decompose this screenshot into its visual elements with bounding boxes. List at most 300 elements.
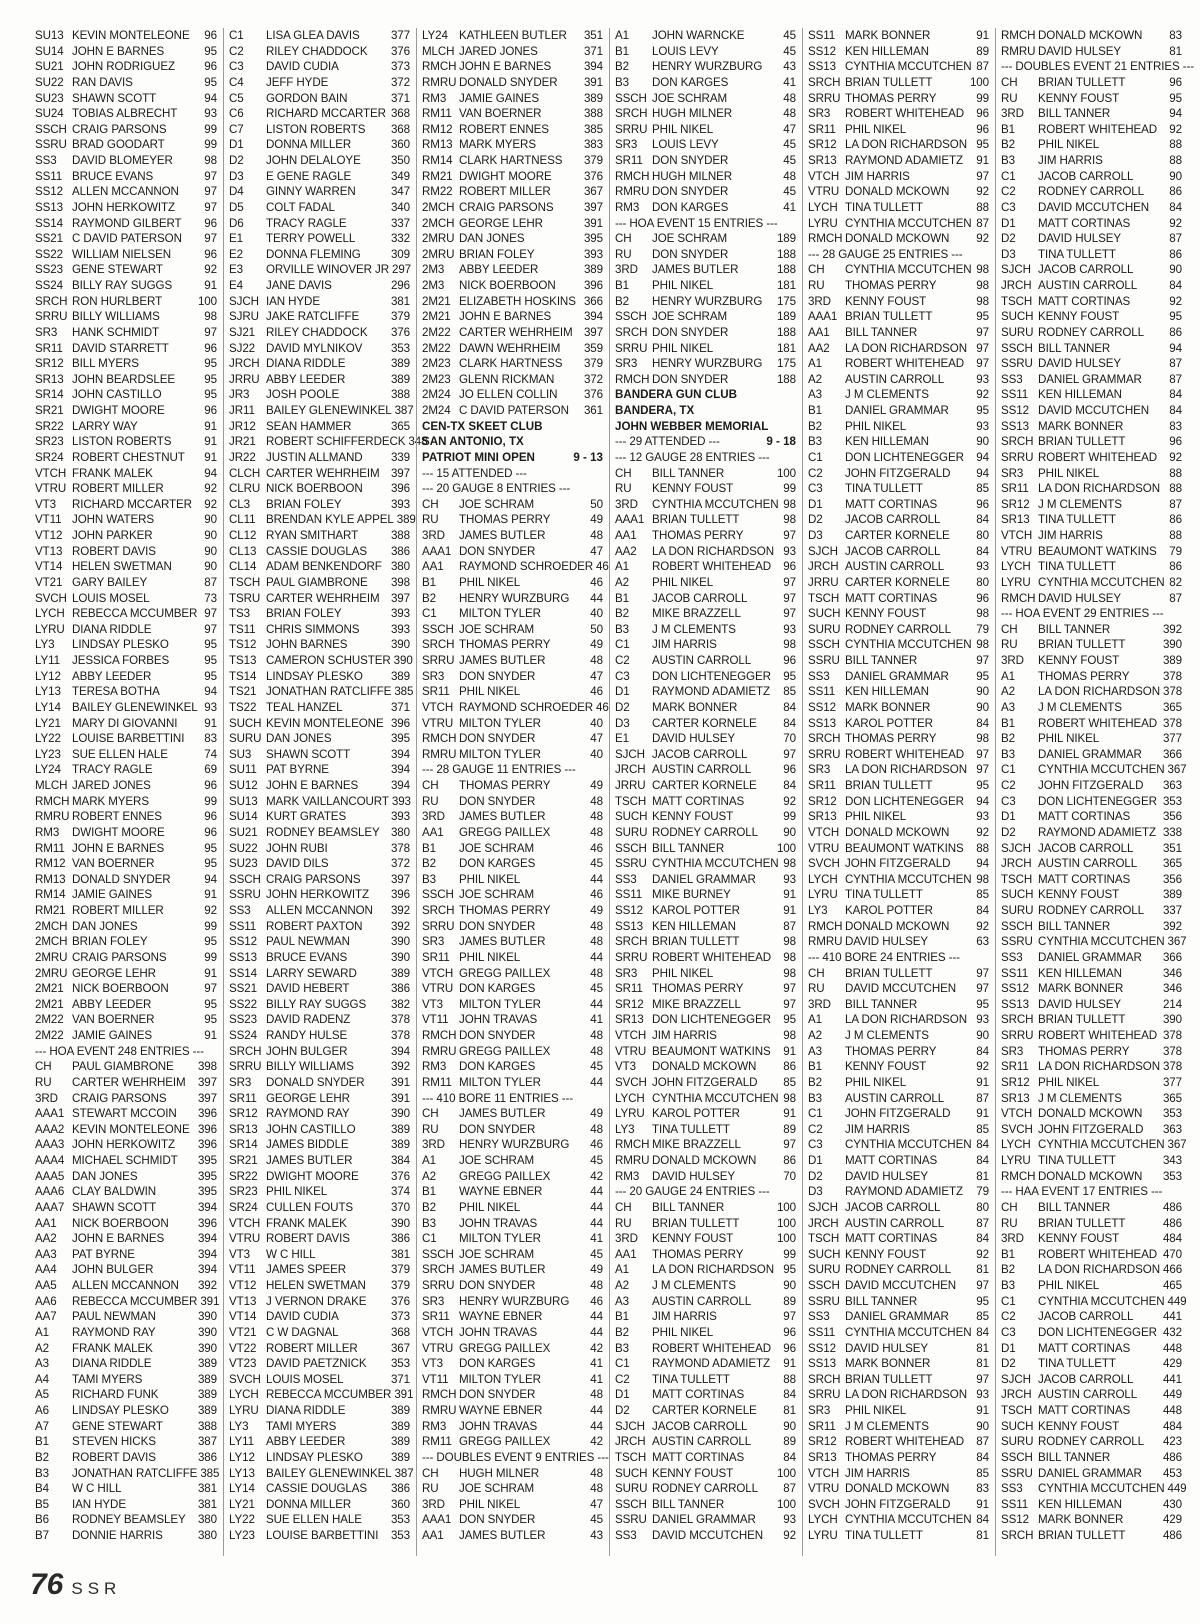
score: 394: [197, 1247, 217, 1261]
class-code: AA3: [35, 1247, 57, 1261]
result-row: [1001, 247, 1182, 263]
result-row: [615, 1059, 796, 1075]
shooter-name: RYAN SMITHART: [266, 529, 359, 542]
class-code: SJCH: [229, 294, 259, 308]
result-row: [422, 1231, 603, 1247]
result-row: [229, 450, 410, 466]
shooter-name: WILLIAM NIELSEN: [72, 247, 172, 261]
score: 441: [1162, 1310, 1182, 1324]
score: 88: [1169, 138, 1182, 152]
shooter-name: KENNY FOUST: [845, 294, 927, 308]
shooter-name: ROBERT ENNES: [459, 122, 549, 136]
shooter-name: JUSTIN ALLMAND: [266, 450, 363, 464]
class-code: VTCH: [808, 825, 840, 839]
shooter-name: J M CLEMENTS: [845, 388, 929, 402]
class-code: RU: [615, 482, 632, 496]
score: 87: [204, 575, 217, 589]
score: 97: [783, 747, 796, 761]
score: 41: [590, 1013, 603, 1027]
class-code: RMCH: [422, 60, 457, 74]
result-row: [1001, 669, 1182, 685]
shooter-name: JOHN E BARNES: [459, 60, 552, 74]
shooter-name: CYNTHIA MCCUTCHEN: [845, 872, 972, 886]
result-row: [229, 325, 410, 341]
result-row: [808, 1403, 989, 1419]
class-code: CH: [35, 1060, 52, 1074]
result-row: [229, 419, 410, 435]
score: 86: [783, 1154, 796, 1167]
class-code: TSCH: [615, 1450, 647, 1464]
shooter-name: RAYMOND ADAMIETZ: [1038, 825, 1156, 839]
score: 48: [783, 107, 796, 121]
class-code: CL14: [229, 560, 257, 574]
result-row: [35, 325, 217, 341]
class-code: RMRU: [422, 75, 457, 89]
shooter-name: J M CLEMENTS: [1038, 700, 1122, 714]
result-row: [1001, 1497, 1182, 1513]
class-code: B1: [615, 591, 629, 605]
shooter-name: DONNA MILLER: [266, 138, 352, 152]
shooter-name: RODNEY BEAMSLEY: [266, 825, 380, 839]
shooter-name: THOMAS PERRY: [845, 1450, 937, 1464]
class-code: TSCH: [229, 575, 261, 589]
shooter-name: JAMIE GAINES: [459, 91, 539, 105]
score: 97: [783, 529, 796, 542]
score: 449: [1167, 1482, 1187, 1496]
shooter-name: KENNY FOUST: [652, 1466, 734, 1480]
shooter-name: DONALD MCKOWN: [1038, 29, 1143, 42]
result-row: [1001, 1153, 1182, 1169]
shooter-name: AUSTIN CARROLL: [845, 1091, 945, 1105]
result-row: [35, 231, 217, 247]
shooter-name: TAMI MYERS: [72, 1372, 143, 1386]
result-row: [808, 1450, 989, 1466]
result-row: [615, 512, 796, 528]
score: 393: [390, 622, 410, 636]
shooter-name: JAMES SPEER: [266, 1263, 347, 1277]
score: 398: [390, 575, 410, 589]
result-row: [229, 731, 410, 747]
result-row: [229, 434, 428, 450]
shooter-name: RAYMOND SCHROEDER: [459, 560, 593, 574]
score: 46: [590, 575, 603, 589]
class-code: B1: [1001, 1247, 1015, 1261]
result-row: [615, 59, 796, 75]
result-row: [35, 434, 217, 450]
shooter-name: LA DON RICHARDSON: [652, 544, 774, 558]
score: 91: [783, 1107, 796, 1121]
score: 85: [783, 1075, 796, 1089]
score: 99: [783, 1247, 796, 1261]
class-code: SR22: [229, 1169, 258, 1183]
score: 84: [1169, 200, 1182, 214]
result-row: [422, 1528, 603, 1544]
result-row: [422, 887, 603, 903]
shooter-name: MARK MYERS: [459, 138, 536, 152]
class-code: SR11: [1001, 1060, 1029, 1074]
result-row: [422, 153, 603, 169]
result-row: [615, 1216, 796, 1232]
score: 87: [1169, 357, 1182, 371]
shooter-name: THOMAS PERRY: [845, 91, 937, 105]
shooter-name: DON KARGES: [652, 200, 729, 214]
class-code: C1: [615, 638, 630, 652]
class-code: LY11: [35, 654, 60, 667]
score: 392: [1162, 919, 1182, 933]
score: 84: [783, 1450, 796, 1464]
score: 44: [590, 997, 603, 1011]
shooter-name: BEAUMONT WATKINS: [652, 1044, 771, 1058]
class-code: RMRU: [422, 1044, 457, 1058]
shooter-name: GREGG PAILLEX: [459, 1044, 551, 1058]
score: 91: [976, 1404, 989, 1417]
score: 394: [390, 779, 410, 792]
score: 367: [1167, 1138, 1187, 1152]
shooter-name: CYNTHIA MCCUTCHEN: [845, 1138, 972, 1152]
class-code: CH: [422, 779, 439, 792]
shooter-name: PAUL GIAMBRONE: [72, 1060, 174, 1074]
class-code: C2: [808, 466, 823, 480]
heading-text: CEN-TX SKEET CLUB: [422, 419, 543, 433]
shooter-name: AUSTIN CARROLL: [652, 1435, 752, 1449]
event-heading: [422, 466, 603, 482]
result-row: [1001, 559, 1182, 575]
class-code: RMCH: [1001, 29, 1036, 42]
result-row: [1001, 1044, 1182, 1060]
result-row: [1001, 872, 1182, 888]
shooter-name: PHIL NIKEL: [652, 575, 714, 589]
score: 84: [783, 1388, 796, 1402]
score: 81: [976, 1263, 989, 1277]
result-row: [229, 1512, 410, 1528]
class-code: SRCH: [808, 732, 841, 746]
shooter-name: KEN HILLEMAN: [1038, 966, 1122, 980]
result-row: [1001, 1466, 1182, 1482]
shooter-name: JACOB CARROLL: [1038, 841, 1134, 855]
class-code: D2: [1001, 1357, 1016, 1371]
class-code: SVCH: [229, 1372, 261, 1386]
class-code: C1: [1001, 1294, 1016, 1308]
result-row: [1001, 809, 1182, 825]
score: 98: [783, 1091, 796, 1105]
class-code: C3: [1001, 794, 1016, 808]
result-row: [229, 1122, 410, 1138]
shooter-name: AUSTIN CARROLL: [652, 1294, 752, 1308]
result-row: [1001, 372, 1182, 388]
shooter-name: DON SNYDER: [459, 1513, 536, 1527]
shooter-name: DON KARGES: [459, 982, 536, 996]
class-code: SRCH: [615, 325, 648, 339]
class-code: SR3: [1001, 466, 1024, 480]
event-heading-text: --- HOA EVENT 29 ENTRIES ---: [1001, 607, 1164, 621]
event-heading: [615, 1184, 796, 1200]
shooter-name: ROBERT MILLER: [459, 185, 551, 199]
shooter-name: MATT CORTINAS: [845, 1232, 938, 1246]
score: 92: [204, 482, 217, 496]
shooter-name: LARRY SEWARD: [266, 966, 357, 980]
shooter-name: PHIL NIKEL: [845, 810, 907, 824]
class-code: SR3: [808, 107, 831, 121]
shooter-name: MILTON TYLER: [459, 716, 541, 730]
shooter-name: ROBERT MILLER: [72, 482, 164, 496]
class-code: B3: [1001, 1279, 1015, 1292]
score: 90: [204, 560, 217, 574]
class-code: CLCH: [229, 466, 261, 480]
shooter-name: DAVID HEBERT: [266, 982, 350, 996]
score: 380: [390, 560, 410, 574]
shooter-name: CRAIG PARSONS: [72, 122, 167, 136]
class-code: LY22: [229, 1513, 255, 1527]
shooter-name: LA DON RICHARDSON: [1038, 1263, 1160, 1277]
shooter-name: MATT CORTINAS: [1038, 294, 1131, 308]
class-code: SSCH: [808, 638, 840, 652]
class-code: SURU: [1001, 1435, 1034, 1449]
shooter-name: JOHN FITZGERALD: [845, 857, 951, 871]
result-row: [1001, 1341, 1182, 1357]
class-code: SSRU: [615, 1513, 647, 1527]
shooter-name: MIKE BRAZZELL: [652, 1138, 741, 1152]
result-row: [1001, 91, 1182, 107]
score: 97: [976, 325, 989, 339]
result-row: [422, 341, 603, 357]
score: 81: [976, 1529, 989, 1542]
shooter-name: BILLY RAY SUGGS: [72, 279, 173, 292]
class-code: SURU: [1001, 325, 1034, 339]
score: 97: [783, 607, 796, 621]
score: 379: [583, 154, 603, 167]
score: 390: [197, 1310, 217, 1324]
class-code: B3: [1001, 154, 1015, 167]
shooter-name: GREGG PAILLEX: [459, 966, 551, 980]
class-code: 2M24: [422, 404, 451, 417]
result-row: [35, 1419, 217, 1435]
result-row: [229, 1091, 410, 1107]
result-row: [808, 1419, 989, 1435]
result-row: [35, 1028, 217, 1044]
result-row: [1001, 1403, 1182, 1419]
shooter-name: BAILEY GLENEWINKEL: [72, 700, 198, 714]
class-code: RM3: [422, 1060, 447, 1074]
result-row: [422, 809, 603, 825]
class-code: SS14: [229, 966, 257, 980]
class-code: A2: [808, 1029, 822, 1042]
class-code: SR12: [808, 794, 837, 808]
class-code: B1: [422, 841, 436, 855]
shooter-name: JOE SCHRAM: [459, 1247, 535, 1261]
score: 84: [976, 513, 989, 527]
shooter-name: DON LICHTENEGGER: [1038, 794, 1157, 808]
result-row: [808, 966, 989, 982]
score: 378: [390, 1013, 410, 1027]
shooter-name: CYNTHIA MCCUTCHEN: [1038, 763, 1165, 777]
shooter-name: NICK BOERBOON: [72, 1216, 169, 1230]
shooter-name: CARTER WEHRHEIM: [72, 1075, 186, 1089]
score: 390: [390, 950, 410, 964]
score: 92: [1169, 450, 1182, 464]
class-code: D3: [808, 529, 823, 542]
class-code: C3: [1001, 1325, 1016, 1339]
class-code: VT14: [35, 560, 63, 574]
result-row: [1001, 1450, 1182, 1466]
shooter-name: BAILEY GLENEWINKEL: [266, 1466, 392, 1480]
score: 95: [204, 935, 217, 949]
class-code: VT23: [229, 1357, 257, 1371]
result-row: [35, 1184, 217, 1200]
score: 98: [783, 966, 796, 980]
shooter-name: REBECCA MCCUMBER: [72, 1294, 198, 1308]
class-code: SSRU: [1001, 1466, 1033, 1480]
class-code: RMCH: [1001, 591, 1036, 605]
score: 353: [390, 1529, 410, 1542]
result-row: [615, 1028, 796, 1044]
score: 396: [197, 1216, 217, 1230]
class-code: JRCH: [229, 357, 260, 371]
shooter-name: ROBERT WHITEHEAD: [845, 747, 965, 761]
score: 97: [204, 169, 217, 183]
class-code: SS22: [35, 247, 63, 261]
shooter-name: KEVIN MONTELEONE: [266, 716, 384, 730]
result-row: [422, 934, 603, 950]
class-code: RM3: [35, 825, 60, 839]
shooter-name: DWIGHT MOORE: [72, 404, 165, 417]
score: 356: [1162, 872, 1182, 886]
shooter-name: RAYMOND SCHROEDER: [459, 700, 593, 714]
result-row: [1001, 716, 1182, 732]
score: 44: [590, 950, 603, 964]
result-row: [808, 231, 989, 247]
class-code: D2: [808, 513, 823, 527]
score: 92: [976, 185, 989, 199]
shooter-name: REBECCA MCCUMBER: [266, 1388, 392, 1402]
shooter-name: MILTON TYLER: [459, 1372, 541, 1386]
class-code: SR13: [229, 1122, 258, 1136]
score: 91: [976, 29, 989, 42]
result-row: [35, 997, 217, 1013]
shooter-name: THOMAS PERRY: [459, 513, 551, 527]
shooter-name: CRAIG PARSONS: [72, 950, 167, 964]
result-row: [422, 28, 603, 44]
score: 381: [390, 1247, 410, 1261]
shooter-name: ABBY LEEDER: [266, 1435, 346, 1449]
shooter-name: GREGG PAILLEX: [459, 1169, 551, 1183]
class-code: SR3: [808, 1404, 831, 1417]
class-code: VTRU: [422, 716, 454, 730]
event-heading-text: --- 410 BORE 11 ENTRIES ---: [422, 1091, 574, 1105]
score: 351: [1162, 841, 1182, 855]
score: 389: [390, 1122, 410, 1136]
score: 84: [976, 1325, 989, 1339]
result-row: [615, 497, 796, 513]
score: 393: [390, 497, 410, 511]
shooter-name: DONALD MCKOWN: [845, 825, 950, 839]
shooter-name: BRENDAN KYLE APPEL: [266, 513, 394, 527]
shooter-name: RAYMOND RAY: [266, 1107, 350, 1121]
shooter-name: DAVID CUDIA: [266, 1310, 339, 1324]
result-row: [35, 512, 217, 528]
class-code: RM11: [422, 1435, 452, 1449]
shooter-name: MARK MYERS: [72, 794, 149, 808]
score: 353: [1162, 1107, 1182, 1121]
score: 393: [390, 607, 410, 621]
score: 367: [390, 1341, 410, 1355]
result-row: [229, 1434, 410, 1450]
event-heading-text: --- HOA EVENT 248 ENTRIES ---: [35, 1044, 204, 1058]
result-row: [1001, 387, 1182, 403]
class-code: JRRU: [808, 575, 839, 589]
shooter-name: THOMAS PERRY: [1038, 669, 1130, 683]
score: 89: [783, 1294, 796, 1308]
class-code: D2: [615, 700, 630, 714]
score: 376: [390, 44, 410, 58]
shooter-name: MARK BONNER: [845, 1357, 931, 1371]
result-row: [422, 841, 603, 857]
class-code: D3: [808, 1185, 823, 1199]
class-code: C1: [808, 1107, 823, 1121]
class-code: 2MCH: [422, 216, 455, 230]
shooter-name: DAVID CUDIA: [266, 60, 339, 74]
class-code: SSRU: [35, 138, 67, 152]
class-code: B3: [615, 622, 629, 636]
shooter-name: MATT CORTINAS: [1038, 872, 1131, 886]
class-code: AAA1: [422, 544, 452, 558]
shooter-name: JOHN FITZGERALD: [845, 1497, 951, 1511]
result-row: [422, 356, 603, 372]
class-code: SS11: [808, 685, 836, 699]
score: 389: [390, 1419, 410, 1433]
score: 49: [590, 779, 603, 792]
result-row: [422, 700, 609, 716]
class-code: SR11: [422, 685, 450, 699]
shooter-name: HELEN SWETMAN: [266, 1279, 366, 1292]
class-code: D1: [615, 1388, 630, 1402]
result-row: [615, 1012, 796, 1028]
score: 385: [583, 122, 603, 136]
shooter-name: JOSH POOLE: [266, 388, 340, 402]
class-code: SS13: [1001, 419, 1029, 433]
result-row: [35, 1262, 217, 1278]
class-code: 2M22: [35, 1013, 64, 1027]
score: 365: [1162, 857, 1182, 871]
score: 95: [204, 372, 217, 386]
class-code: LY23: [35, 747, 61, 761]
score: 360: [390, 138, 410, 152]
shooter-name: FRANK MALEK: [72, 466, 153, 480]
result-row: [1001, 637, 1182, 653]
shooter-name: J M CLEMENTS: [652, 622, 736, 636]
score: 332: [390, 232, 410, 246]
result-row: [422, 528, 603, 544]
class-code: RU: [422, 1122, 439, 1136]
score: 81: [976, 1341, 989, 1355]
score: 85: [976, 1466, 989, 1480]
shooter-name: NICK BOERBOON: [266, 482, 363, 496]
result-row: [808, 403, 989, 419]
score: 338: [1162, 825, 1182, 839]
shooter-name: DON KARGES: [652, 75, 729, 89]
score: 365: [1162, 1091, 1182, 1105]
result-row: [808, 684, 989, 700]
class-code: LYCH: [35, 607, 65, 621]
class-code: SS11: [1001, 388, 1029, 402]
result-row: [229, 981, 410, 997]
result-row: [422, 653, 603, 669]
class-code: JR22: [229, 450, 256, 464]
result-row: [422, 637, 603, 653]
score: 45: [783, 44, 796, 58]
class-code: SS3: [35, 154, 57, 167]
result-row: [1001, 184, 1182, 200]
class-code: RMCH: [615, 1138, 650, 1152]
